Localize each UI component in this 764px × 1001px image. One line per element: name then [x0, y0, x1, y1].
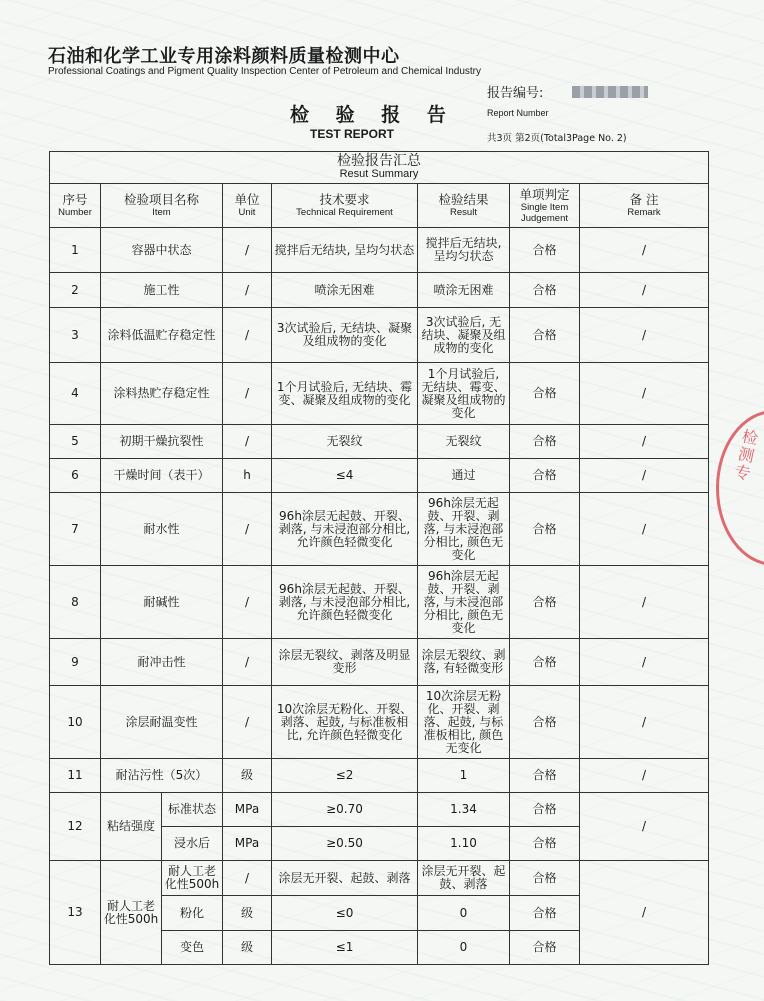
table-cell: 10次涂层无粉化、开裂、剥落、起鼓, 与标准板相比, 颜色无变化 — [418, 686, 510, 759]
table-cell: 12 — [50, 793, 101, 861]
table-cell: / — [223, 228, 272, 273]
table-cell: 耐水性 — [101, 493, 223, 566]
table-cell: MPa — [223, 793, 272, 827]
org-name-cn: 石油和化学工业专用涂料颜料质量检测中心 — [48, 46, 400, 67]
table-cell: h — [223, 459, 272, 493]
table-cell: 10次涂层无粉化、开裂、剥落、起鼓, 与标准板相比, 允许颜色轻微变化 — [272, 686, 418, 759]
table-cell: 13 — [50, 861, 101, 965]
table-cell: 96h涂层无起鼓、开裂、剥落, 与未浸泡部分相比, 允许颜色轻微变化 — [272, 493, 418, 566]
table-cell: / — [223, 363, 272, 425]
table-cell: 合格 — [510, 228, 580, 273]
page-info: 共3页 第2页(Total3Page No. 2) — [487, 133, 627, 144]
table-cell: 96h涂层无起鼓、开裂、剥落, 与未浸泡部分相比, 颜色无变化 — [418, 493, 510, 566]
table-cell: 4 — [50, 363, 101, 425]
table-cell: 96h涂层无起鼓、开裂、剥落, 与未浸泡部分相比, 允许颜色轻微变化 — [272, 566, 418, 639]
table-cell: 合格 — [510, 686, 580, 759]
table-cell: 标准状态 — [162, 793, 223, 827]
table-cell: 0 — [418, 931, 510, 965]
table-cell: 3次试验后, 无结块、凝聚及组成物的变化 — [418, 308, 510, 363]
table-cell: 合格 — [510, 759, 580, 793]
table-cell: ≤1 — [272, 931, 418, 965]
table-cell: 初期干燥抗裂性 — [101, 425, 223, 459]
table-cell: / — [223, 493, 272, 566]
table-row — [50, 566, 709, 639]
table-cell: 涂层无裂纹、剥落, 有轻微变形 — [418, 639, 510, 686]
table-cell: ≤4 — [272, 459, 418, 493]
table-row — [50, 759, 709, 793]
table-cell: 干燥时间（表干） — [101, 459, 223, 493]
table-cell: ≤2 — [272, 759, 418, 793]
table-cell: 合格 — [510, 861, 580, 896]
table-cell: 涂层无开裂、起鼓、剥落 — [272, 861, 418, 896]
table-cell: / — [580, 759, 709, 793]
table-cell: / — [580, 459, 709, 493]
table-cell: ≤0 — [272, 896, 418, 931]
table-cell: 8 — [50, 566, 101, 639]
table-cell: 涂层无开裂、起鼓、剥落 — [418, 861, 510, 896]
table-cell: 耐碱性 — [101, 566, 223, 639]
table-cell: 合格 — [510, 493, 580, 566]
table-cell: 涂层无裂纹、剥落及明显变形 — [272, 639, 418, 686]
table-cell: 合格 — [510, 931, 580, 965]
table-cell: / — [580, 425, 709, 459]
col-header-result: 检验结果 Result — [418, 184, 510, 228]
table-cell: 1.34 — [418, 793, 510, 827]
table-cell: 合格 — [510, 566, 580, 639]
table-cell: / — [580, 793, 709, 861]
table-cell: / — [580, 639, 709, 686]
table-cell: 1 — [50, 228, 101, 273]
table-cell: 合格 — [510, 425, 580, 459]
col-header-unit: 单位 Unit — [223, 184, 272, 228]
summary-title: 检验报告汇总 Resut Summary — [50, 152, 709, 184]
table-cell: ≥0.70 — [272, 793, 418, 827]
table-row — [50, 228, 709, 273]
table-cell: 涂料热贮存稳定性 — [101, 363, 223, 425]
table-cell: 耐冲击性 — [101, 639, 223, 686]
table-cell: 合格 — [510, 827, 580, 861]
table-row — [50, 686, 709, 759]
table-cell: 级 — [223, 896, 272, 931]
table-cell: 耐沾污性（5次） — [101, 759, 223, 793]
table-cell: 7 — [50, 493, 101, 566]
table-cell: / — [223, 639, 272, 686]
table-cell: 变色 — [162, 931, 223, 965]
col-header-requirement: 技术要求 Technical Requirement — [272, 184, 418, 228]
table-cell: 喷涂无困难 — [418, 273, 510, 308]
table-cell: / — [580, 493, 709, 566]
table-cell: / — [580, 566, 709, 639]
table-cell: 级 — [223, 931, 272, 965]
table-row — [50, 493, 709, 566]
table-cell: 9 — [50, 639, 101, 686]
table-cell: 容器中状态 — [101, 228, 223, 273]
table-cell: 搅拌后无结块, 呈均匀状态 — [418, 228, 510, 273]
summary-table — [49, 151, 709, 965]
table-cell: 级 — [223, 759, 272, 793]
table-row — [50, 425, 709, 459]
table-cell: 浸水后 — [162, 827, 223, 861]
table-cell: / — [580, 861, 709, 965]
report-number-label-en: Report Number — [487, 108, 549, 118]
table-row — [50, 363, 709, 425]
table-cell: 合格 — [510, 896, 580, 931]
table-cell: / — [223, 273, 272, 308]
table-cell: 11 — [50, 759, 101, 793]
table-row — [50, 459, 709, 493]
table-cell: / — [580, 686, 709, 759]
table-cell: MPa — [223, 827, 272, 861]
col-header-remark: 备 注 Remark — [580, 184, 709, 228]
table-cell: 耐人工老化性500h — [101, 861, 162, 965]
table-row — [50, 793, 709, 827]
table-cell: 涂层耐温变性 — [101, 686, 223, 759]
table-cell: / — [223, 425, 272, 459]
table-cell: 无裂纹 — [272, 425, 418, 459]
table-row — [50, 861, 709, 896]
table-cell: 合格 — [510, 273, 580, 308]
table-cell: 搅拌后无结块, 呈均匀状态 — [272, 228, 418, 273]
table-cell: 2 — [50, 273, 101, 308]
report-number-label: 报告编号: — [487, 86, 544, 101]
table-cell: / — [580, 308, 709, 363]
table-cell: 1个月试验后, 无结块、霉变、凝聚及组成物的变化 — [418, 363, 510, 425]
table-cell: 96h涂层无起鼓、开裂、剥落, 与未浸泡部分相比, 颜色无变化 — [418, 566, 510, 639]
table-cell: 喷涂无困难 — [272, 273, 418, 308]
table-cell: 粘结强度 — [101, 793, 162, 861]
col-header-judgement: 单项判定 Single Item Judgement — [510, 184, 580, 228]
table-cell: 3 — [50, 308, 101, 363]
table-cell: 粉化 — [162, 896, 223, 931]
header-row — [50, 184, 709, 228]
table-row — [50, 639, 709, 686]
table-cell: 10 — [50, 686, 101, 759]
table-cell: 涂料低温贮存稳定性 — [101, 308, 223, 363]
report-title-cn: 检 验 报 告 — [290, 104, 456, 126]
table-cell: 合格 — [510, 639, 580, 686]
table-cell: 5 — [50, 425, 101, 459]
table-cell: / — [580, 273, 709, 308]
table-cell: 3次试验后, 无结块、凝聚及组成物的变化 — [272, 308, 418, 363]
table-cell: / — [223, 308, 272, 363]
org-name-en: Professional Coatings and Pigment Quality Inspection Center of Petroleum and Chemical Industry — [48, 66, 482, 77]
table-cell: / — [580, 228, 709, 273]
table-cell: 0 — [418, 896, 510, 931]
table-cell: 合格 — [510, 363, 580, 425]
table-row — [50, 273, 709, 308]
table-cell: 6 — [50, 459, 101, 493]
table-cell: 无裂纹 — [418, 425, 510, 459]
table-cell: / — [223, 686, 272, 759]
table-cell: 1个月试验后, 无结块、霉变、凝聚及组成物的变化 — [272, 363, 418, 425]
table-cell: ≥0.50 — [272, 827, 418, 861]
table-cell: 合格 — [510, 459, 580, 493]
table-cell: 合格 — [510, 793, 580, 827]
table-cell: / — [223, 566, 272, 639]
col-header-item: 检验项目名称 Item — [101, 184, 223, 228]
table-cell: / — [580, 363, 709, 425]
table-cell: 1 — [418, 759, 510, 793]
table-cell: 通过 — [418, 459, 510, 493]
table-cell: / — [223, 861, 272, 896]
col-header-number: 序号 Number — [50, 184, 101, 228]
table-row — [50, 308, 709, 363]
stamp-text: 检测专 — [732, 426, 760, 484]
table-cell: 施工性 — [101, 273, 223, 308]
table-cell: 1.10 — [418, 827, 510, 861]
table-cell: 耐人工老化性500h — [162, 861, 223, 896]
report-title-en: TEST REPORT — [310, 127, 395, 141]
report-number-redacted — [572, 86, 648, 98]
table-cell: 合格 — [510, 308, 580, 363]
